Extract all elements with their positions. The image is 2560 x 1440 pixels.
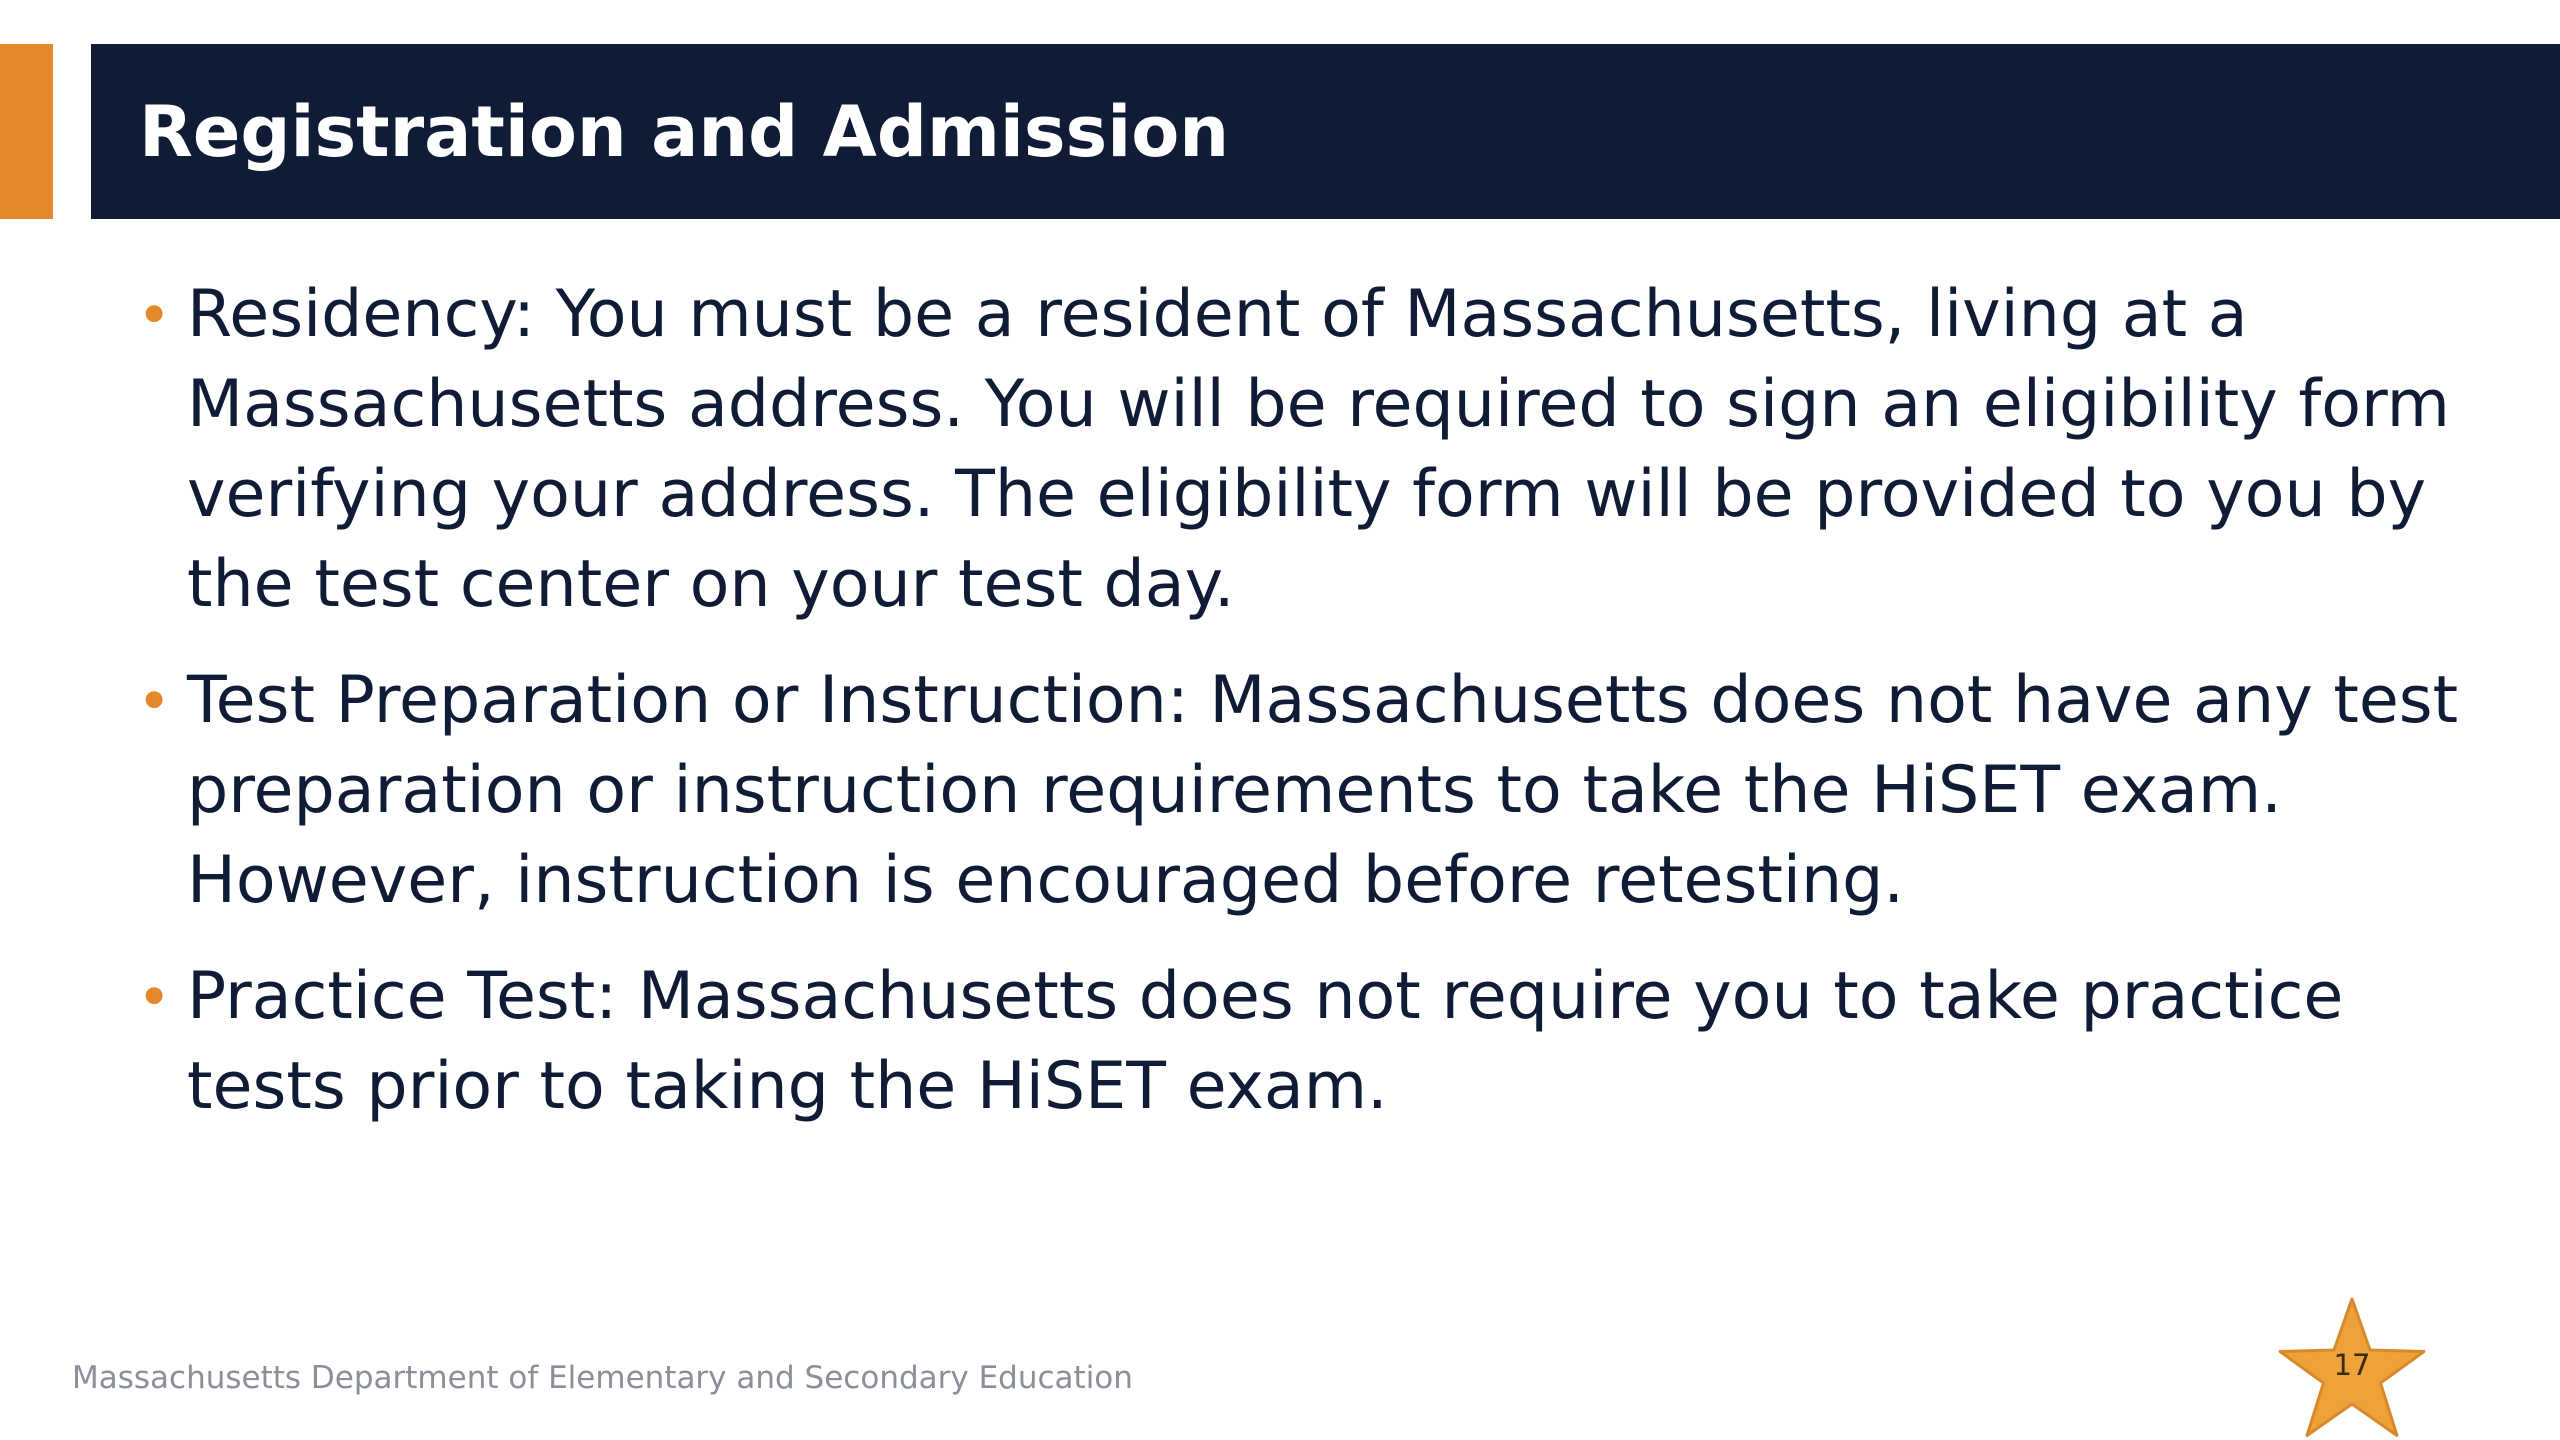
accent-bar <box>0 44 53 219</box>
bullet-marker: • <box>137 281 172 349</box>
bullet-residency <box>132 270 2462 630</box>
page-number: 17 <box>2333 1348 2371 1382</box>
bullet-test-preparation <box>132 656 2462 926</box>
bullet-practice-test <box>132 952 2462 1132</box>
bullet-text: Test Preparation or Instruction: Massachusetts does not have any test preparation or instruction requirements to take the HiSET exam. However, instruction is encouraged before retesting. <box>187 663 2459 918</box>
bullet-marker: • <box>137 963 172 1031</box>
bullet-list <box>132 270 2462 1158</box>
bullet-marker: • <box>137 667 172 735</box>
bullet-text: Residency: You must be a resident of Massachusetts, living at a Massachusetts address. You will be required to sign an eligibility form verifying your address. The eligibility form will be provided to you by the test center on your test day. <box>187 277 2450 622</box>
bullet-text: Practice Test: Massachusetts does not require you to take practice tests prior to taking the HiSET exam. <box>187 959 2344 1124</box>
slide-title: Registration and Admission <box>139 90 1230 173</box>
title-bar <box>91 44 2560 219</box>
footer-organization: Massachusetts Department of Elementary and Secondary Education <box>72 1360 1133 1396</box>
